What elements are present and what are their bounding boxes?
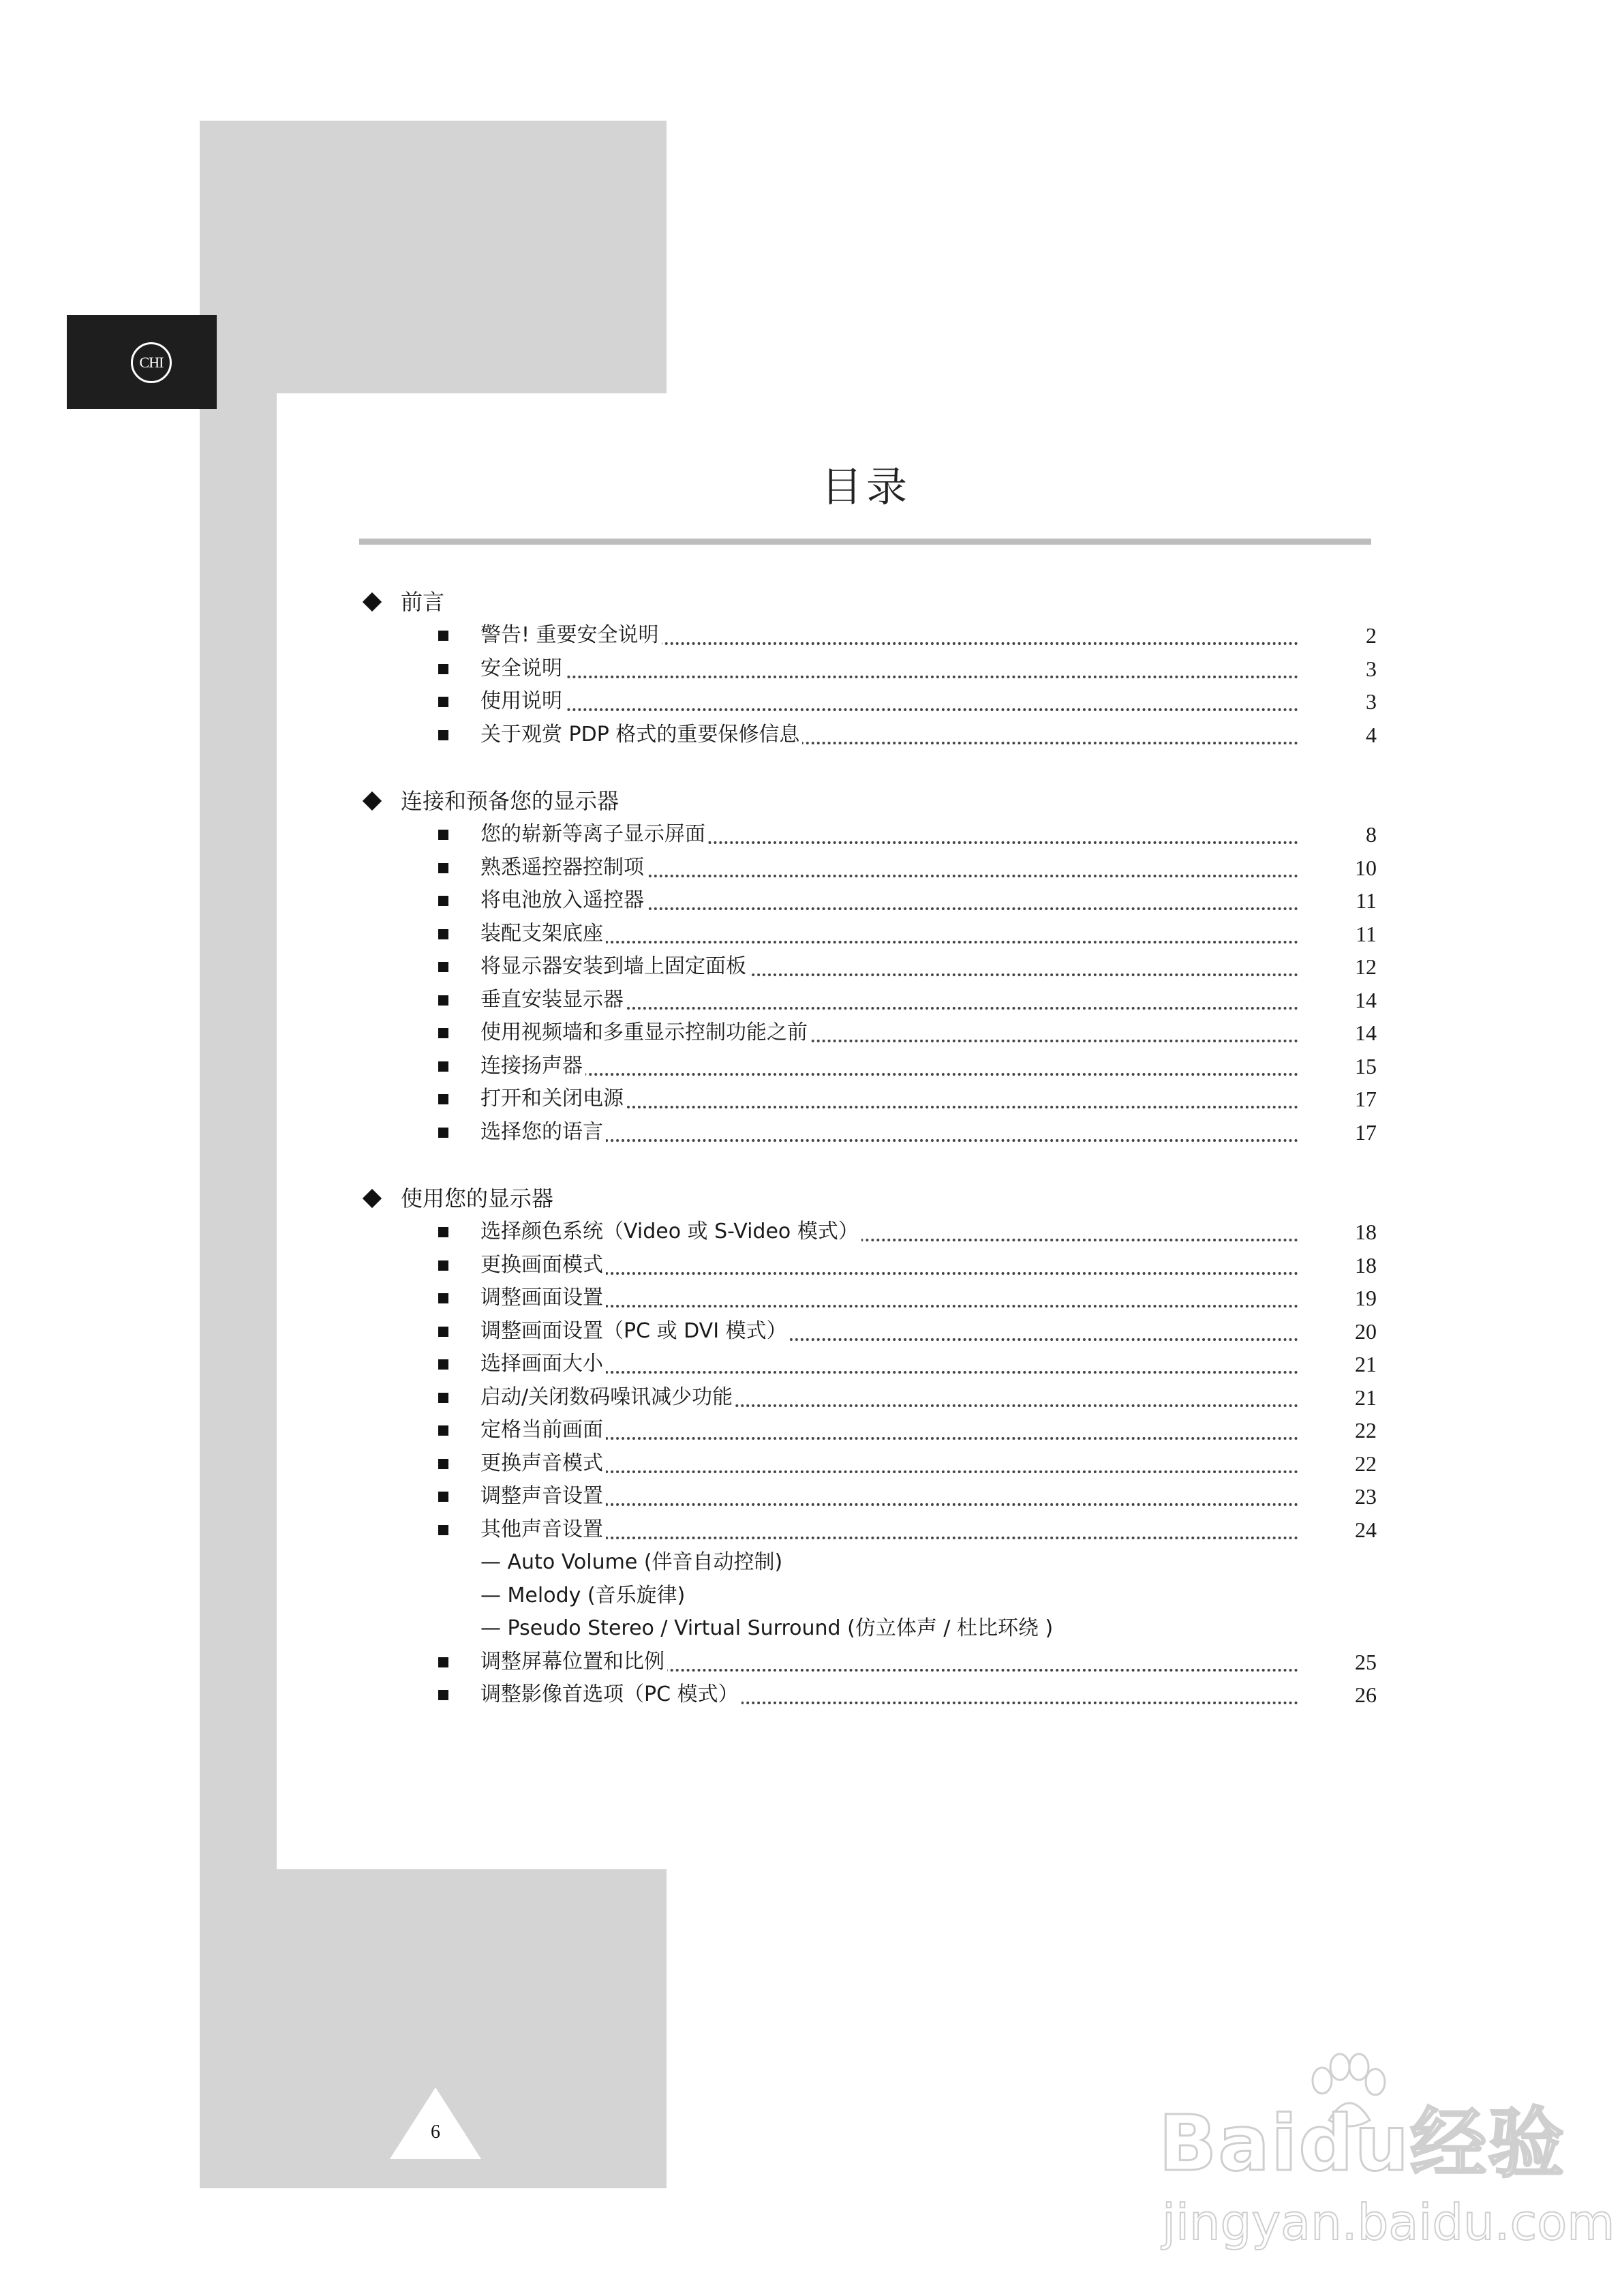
entry-page-number: 10 <box>1355 855 1377 880</box>
square-bullet-icon <box>438 1459 448 1469</box>
toc-entry <box>0 950 1622 984</box>
watermark-logo: Baidu经验 <box>1159 2100 1566 2188</box>
decorative-gray-block-top <box>200 121 667 393</box>
toc-section <box>0 585 1622 751</box>
toc-entry <box>0 1016 1622 1050</box>
title-divider <box>359 539 1371 545</box>
entry-title: 熟悉遥控器控制项 <box>480 851 647 884</box>
toc-entry <box>0 685 1622 719</box>
subentry-title: — Auto Volume (伴音自动控制) <box>480 1550 783 1574</box>
square-bullet-icon <box>438 1525 448 1535</box>
toc-entry <box>0 619 1622 652</box>
square-bullet-icon <box>438 1690 448 1700</box>
entry-title: 将电池放入遥控器 <box>480 884 647 917</box>
square-bullet-icon <box>438 1327 448 1337</box>
square-bullet-icon <box>438 730 448 740</box>
square-bullet-icon <box>438 1028 448 1038</box>
toc-entry <box>0 818 1622 851</box>
square-bullet-icon <box>438 995 448 1006</box>
entry-page-number: 17 <box>1355 1119 1377 1145</box>
entry-page-number: 24 <box>1355 1517 1377 1542</box>
square-bullet-icon <box>438 896 448 906</box>
section-heading <box>0 784 1622 818</box>
toc-entry <box>0 884 1622 918</box>
section-title: 使用您的显示器 <box>401 1185 554 1211</box>
entry-title: 警告! 重要安全说明 <box>480 619 662 652</box>
section-heading <box>0 1181 1622 1215</box>
toc-section <box>0 784 1622 1149</box>
toc-entry <box>0 1381 1622 1415</box>
subentry-title: — Melody (音乐旋律) <box>480 1583 686 1607</box>
entry-page-number: 26 <box>1355 1682 1377 1707</box>
entry-title: 更换画面模式 <box>480 1249 606 1282</box>
toc-entry <box>0 719 1622 752</box>
section-heading <box>0 585 1622 619</box>
entry-title: 您的崭新等离子显示屏面 <box>480 818 708 851</box>
toc-entry <box>0 1249 1622 1282</box>
entry-page-number: 11 <box>1356 921 1377 946</box>
entry-title: 安全说明 <box>480 652 565 685</box>
entry-title: 调整画面设置（PC 或 DVI 模式） <box>480 1315 790 1348</box>
entry-title: 连接扬声器 <box>480 1050 585 1083</box>
toc-entry <box>0 1282 1622 1315</box>
entry-title: 定格当前画面 <box>480 1414 606 1447</box>
entry-page-number: 14 <box>1355 987 1377 1012</box>
section-title: 前言 <box>401 589 445 615</box>
entry-title: 调整声音设置 <box>480 1480 606 1513</box>
language-badge: CHI <box>131 342 172 383</box>
toc-entry <box>0 1083 1622 1116</box>
dot-leader <box>480 708 1298 711</box>
toc-entry <box>0 1116 1622 1149</box>
entry-page-number: 11 <box>1356 888 1377 913</box>
entry-page-number: 23 <box>1355 1484 1377 1509</box>
entry-page-number: 22 <box>1355 1451 1377 1476</box>
entry-title: 使用视频墙和多重显示控制功能之前 <box>480 1016 810 1049</box>
entry-title: 装配支架底座 <box>480 918 606 950</box>
diamond-bullet-icon <box>363 592 382 611</box>
toc-entry <box>0 1050 1622 1083</box>
toc-entry <box>0 984 1622 1017</box>
entry-page-number: 17 <box>1355 1087 1377 1111</box>
entry-page-number: 2 <box>1366 623 1377 648</box>
entry-page-number: 18 <box>1355 1220 1377 1244</box>
toc-entry <box>0 1215 1622 1249</box>
entry-title: 垂直安装显示器 <box>480 984 626 1016</box>
toc-section <box>0 1181 1622 1712</box>
square-bullet-icon <box>438 1094 448 1104</box>
diamond-bullet-icon <box>363 791 382 811</box>
toc-entry <box>0 1315 1622 1348</box>
toc-entry <box>0 1414 1622 1447</box>
square-bullet-icon <box>438 929 448 939</box>
section-title: 连接和预备您的显示器 <box>401 788 619 814</box>
entry-title: 选择颜色系统（Video 或 S-Video 模式） <box>480 1215 861 1248</box>
entry-page-number: 25 <box>1355 1649 1377 1674</box>
square-bullet-icon <box>438 863 448 873</box>
square-bullet-icon <box>438 1393 448 1403</box>
square-bullet-icon <box>438 1657 448 1667</box>
entry-title: 将显示器安装到墙上固定面板 <box>480 950 749 983</box>
toc-entry <box>0 1447 1622 1481</box>
dot-leader <box>480 676 1298 678</box>
entry-page-number: 4 <box>1366 722 1377 747</box>
toc-entry <box>0 1348 1622 1381</box>
square-bullet-icon <box>438 664 448 674</box>
entry-page-number: 20 <box>1355 1318 1377 1344</box>
page-title: 目录 <box>821 464 911 511</box>
entry-title: 调整屏幕位置和比例 <box>480 1646 667 1678</box>
entry-page-number: 8 <box>1366 822 1377 847</box>
dot-leader <box>480 1073 1298 1076</box>
entry-page-number: 22 <box>1355 1418 1377 1442</box>
square-bullet-icon <box>438 1359 448 1370</box>
entry-page-number: 12 <box>1355 954 1377 979</box>
toc-entry <box>0 1513 1622 1547</box>
square-bullet-icon <box>438 631 448 641</box>
entry-title: 选择画面大小 <box>480 1348 606 1380</box>
entry-page-number: 19 <box>1355 1286 1377 1310</box>
page-number: 6 <box>431 2121 440 2143</box>
square-bullet-icon <box>438 1061 448 1072</box>
square-bullet-icon <box>438 1128 448 1138</box>
square-bullet-icon <box>438 962 448 972</box>
square-bullet-icon <box>438 1293 448 1303</box>
entry-page-number: 21 <box>1355 1385 1377 1410</box>
toc-entry <box>0 1678 1622 1712</box>
entry-title: 选择您的语言 <box>480 1116 606 1149</box>
entry-page-number: 21 <box>1355 1352 1377 1376</box>
toc-entry <box>0 1480 1622 1513</box>
toc-entry <box>0 1646 1622 1679</box>
toc-entry <box>0 918 1622 951</box>
subentry-title: — Pseudo Stereo / Virtual Surround (仿立体声 / 杜比环绕 ) <box>480 1616 1054 1640</box>
toc-subentry <box>0 1546 1622 1580</box>
entry-title: 调整影像首选项（PC 模式） <box>480 1678 741 1711</box>
entry-title: 其他声音设置 <box>480 1513 606 1546</box>
diamond-bullet-icon <box>363 1189 382 1208</box>
entry-title: 更换声音模式 <box>480 1447 606 1480</box>
entry-title: 使用说明 <box>480 685 565 718</box>
entry-page-number: 15 <box>1355 1053 1377 1078</box>
square-bullet-icon <box>438 1425 448 1436</box>
entry-page-number: 3 <box>1366 689 1377 714</box>
toc-subentry <box>0 1580 1622 1613</box>
entry-page-number: 18 <box>1355 1252 1377 1278</box>
square-bullet-icon <box>438 697 448 707</box>
entry-title: 打开和关闭电源 <box>480 1083 626 1115</box>
entry-title: 关于观赏 PDP 格式的重要保修信息 <box>480 719 802 751</box>
entry-title: 调整画面设置 <box>480 1282 606 1314</box>
entry-page-number: 14 <box>1355 1021 1377 1045</box>
toc-entry <box>0 652 1622 686</box>
toc-subentry <box>0 1612 1622 1646</box>
toc-entry <box>0 851 1622 885</box>
square-bullet-icon <box>438 1227 448 1237</box>
table-of-contents <box>0 585 1622 1744</box>
square-bullet-icon <box>438 830 448 840</box>
square-bullet-icon <box>438 1260 448 1271</box>
square-bullet-icon <box>438 1492 448 1502</box>
entry-page-number: 3 <box>1366 656 1377 681</box>
watermark-url: jingyan.baidu.com <box>1162 2194 1615 2251</box>
entry-title: 启动/关闭数码噪讯减少功能 <box>480 1381 735 1414</box>
